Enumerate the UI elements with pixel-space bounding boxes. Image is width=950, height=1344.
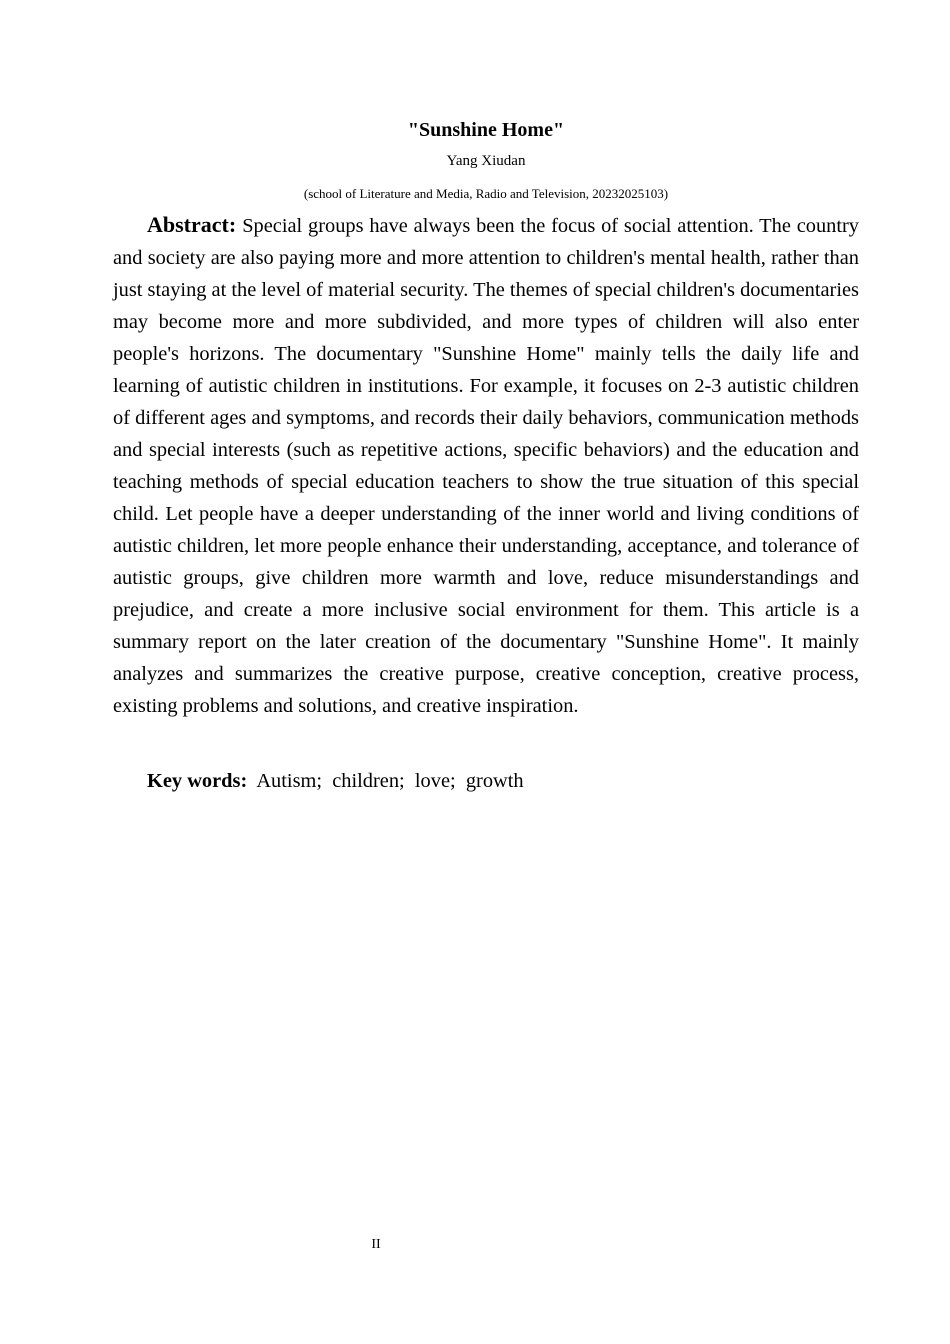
keywords-label: Key words:: [147, 770, 248, 792]
page-number: II: [371, 1237, 381, 1252]
keywords-text: Autism; children; love; growth: [247, 770, 524, 792]
keywords-paragraph: [147, 765, 859, 797]
abstract-label: Abstract:: [147, 212, 237, 237]
author-name: Yang Xiudan: [446, 153, 526, 169]
document-title: "Sunshine Home": [407, 119, 565, 141]
abstract-paragraph: [113, 209, 859, 722]
author-affiliation: (school of Literature and Media, Radio and Television, 20232025103): [303, 186, 669, 201]
abstract-text: Special groups have always been the focus of social attention. The country and society are also paying more and more attention to children's mental health, rather than just staying at the level of material security. The themes of special children's documentaries may become more and more subdivided, and more types of children will also enter people's horizons. The documentary "Sunshine Home" mainly tells the daily life and learning of autistic children in institutions. For example, it focuses on 2-3 autistic children of different ages and symptoms, and records their daily behaviors, communication methods and special interests (such as repetitive actions, specific behaviors) and the education and teaching methods of special education teachers to show the true situation of this special child. Let people have a deeper understanding of the inner world and living conditions of autistic children, let more people enhance their understanding, acceptance, and tolerance of autistic groups, give children more warmth and love, reduce misunderstandings and prejudice, and create a more inclusive social environment for them. This article is a summary report on the later creation of the documentary "Sunshine Home". It mainly analyzes and summarizes the creative purpose, creative conception, creative process, existing problems and solutions, and creative inspiration.: [113, 215, 859, 717]
